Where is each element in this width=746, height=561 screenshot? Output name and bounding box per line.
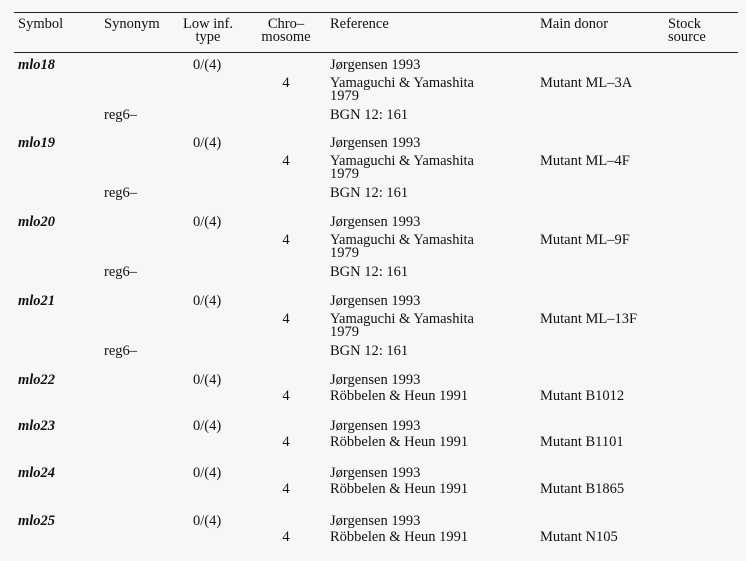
main-donor-cell: Mutant ML–13F xyxy=(540,311,638,327)
main-donor-cell: Mutant ML–3A xyxy=(540,75,633,91)
header-stock-line1: Stock xyxy=(668,16,702,32)
reference-line-3: 1979 xyxy=(330,245,359,261)
header-low-inf-line1: Low inf. xyxy=(183,16,233,32)
chromosome-cell: 4 xyxy=(282,434,290,450)
main-donor-cell: Mutant ML–4F xyxy=(540,153,630,169)
reference-line-4: BGN 12: 161 xyxy=(330,264,409,280)
reference-line-2: Yamaguchi & Yamashita xyxy=(330,311,474,327)
synonym-cell: reg6– xyxy=(104,107,138,123)
chromosome-cell: 4 xyxy=(282,232,290,248)
main-donor-cell: Mutant ML–9F xyxy=(540,232,630,248)
reference-line-3: 1979 xyxy=(330,324,359,340)
header-reference: Reference xyxy=(330,16,389,32)
symbol-cell: mlo22 xyxy=(18,372,56,388)
table-top-rule xyxy=(14,12,738,13)
low-inf-type-cell: 0/(4) xyxy=(193,465,222,481)
reference-line-2: Röbbelen & Heun 1991 xyxy=(330,481,469,497)
low-inf-type-cell: 0/(4) xyxy=(193,372,222,388)
chromosome-cell: 4 xyxy=(282,388,290,404)
reference-line-2: Röbbelen & Heun 1991 xyxy=(330,388,469,404)
header-stock-line2: source xyxy=(668,29,706,45)
reference-line-1: Jørgensen 1993 xyxy=(330,418,421,434)
symbol-cell: mlo19 xyxy=(18,135,56,151)
reference-line-1: Jørgensen 1993 xyxy=(330,513,421,529)
header-chromosome-line2: mosome xyxy=(261,29,311,45)
reference-line-2: Yamaguchi & Yamashita xyxy=(330,153,474,169)
chromosome-cell: 4 xyxy=(282,311,290,327)
reference-line-1: Jørgensen 1993 xyxy=(330,293,421,309)
header-chromosome xyxy=(255,18,317,44)
low-inf-type-cell: 0/(4) xyxy=(193,513,222,529)
header-stock-source xyxy=(668,18,706,44)
main-donor-cell: Mutant N105 xyxy=(540,529,618,545)
symbol-cell: mlo18 xyxy=(18,57,56,73)
synonym-cell: reg6– xyxy=(104,264,138,280)
low-inf-type-cell: 0/(4) xyxy=(193,57,222,73)
low-inf-type-cell: 0/(4) xyxy=(193,214,222,230)
synonym-cell: reg6– xyxy=(104,343,138,359)
header-synonym: Synonym xyxy=(104,16,160,32)
synonym-cell: reg6– xyxy=(104,185,138,201)
reference-line-3: 1979 xyxy=(330,166,359,182)
symbol-cell: mlo25 xyxy=(18,513,56,529)
header-symbol: Symbol xyxy=(18,16,64,32)
reference-line-1: Jørgensen 1993 xyxy=(330,135,421,151)
main-donor-cell: Mutant B1865 xyxy=(540,481,625,497)
main-donor-cell: Mutant B1101 xyxy=(540,434,624,450)
reference-line-1: Jørgensen 1993 xyxy=(330,57,421,73)
symbol-cell: mlo21 xyxy=(18,293,56,309)
symbol-cell: mlo20 xyxy=(18,214,56,230)
reference-line-2: Yamaguchi & Yamashita xyxy=(330,232,474,248)
reference-line-3: 1979 xyxy=(330,88,359,104)
reference-line-2: Yamaguchi & Yamashita xyxy=(330,75,474,91)
chromosome-cell: 4 xyxy=(282,481,290,497)
header-low-inf-type xyxy=(175,18,241,44)
header-low-inf-line2: type xyxy=(195,29,221,45)
reference-line-4: BGN 12: 161 xyxy=(330,185,409,201)
reference-line-2: Röbbelen & Heun 1991 xyxy=(330,434,469,450)
table-header-rule xyxy=(14,52,738,53)
main-donor-cell: Mutant B1012 xyxy=(540,388,625,404)
reference-line-1: Jørgensen 1993 xyxy=(330,214,421,230)
chromosome-cell: 4 xyxy=(282,75,290,91)
symbol-cell: mlo24 xyxy=(18,465,56,481)
chromosome-cell: 4 xyxy=(282,529,290,545)
reference-line-4: BGN 12: 161 xyxy=(330,343,409,359)
low-inf-type-cell: 0/(4) xyxy=(193,293,222,309)
reference-line-4: BGN 12: 161 xyxy=(330,107,409,123)
chromosome-cell: 4 xyxy=(282,153,290,169)
header-main-donor: Main donor xyxy=(540,16,609,32)
reference-line-1: Jørgensen 1993 xyxy=(330,465,421,481)
reference-line-1: Jørgensen 1993 xyxy=(330,372,421,388)
reference-line-2: Röbbelen & Heun 1991 xyxy=(330,529,469,545)
symbol-cell: mlo23 xyxy=(18,418,56,434)
header-chromosome-line1: Chro– xyxy=(267,16,305,32)
low-inf-type-cell: 0/(4) xyxy=(193,418,222,434)
low-inf-type-cell: 0/(4) xyxy=(193,135,222,151)
